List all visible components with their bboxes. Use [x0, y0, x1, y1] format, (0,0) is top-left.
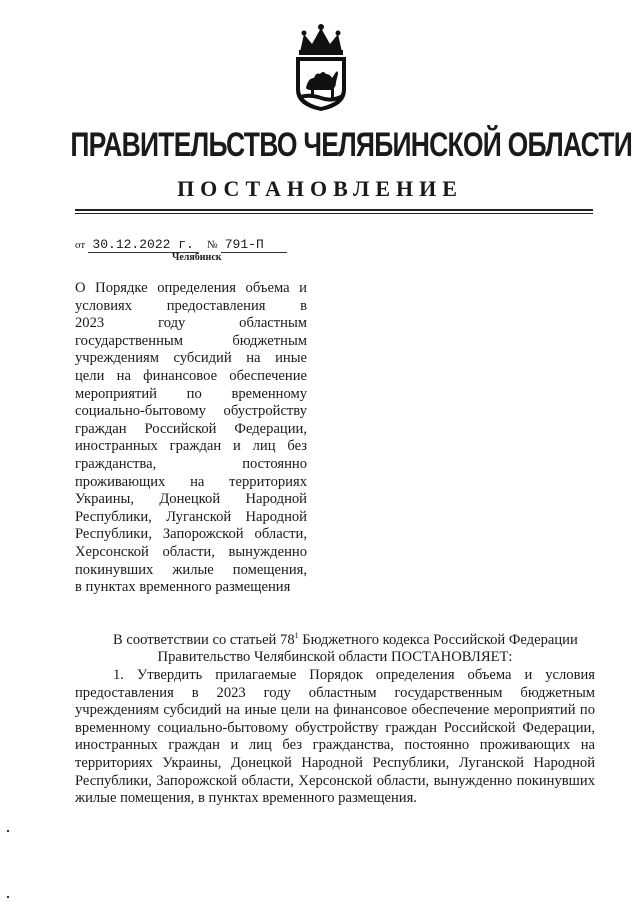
document-subject — [75, 280, 307, 597]
date-block — [75, 236, 198, 253]
scan-mark — [7, 830, 9, 832]
subject-line: проживающих на территориях — [75, 473, 307, 490]
date-value: 30.12.2022 г. — [88, 237, 197, 253]
number-block — [207, 236, 287, 253]
subject-line: социально-бытовому обустройству — [75, 403, 307, 420]
subject-line: условиях предоставления в — [75, 297, 307, 314]
resolves-line: Правительство Челябинской области ПОСТАНОВЛЯЕТ: — [157, 649, 513, 666]
subject-line: покинувших жилые помещения, — [75, 561, 307, 578]
subject-line: иностранных граждан и лиц без — [75, 438, 307, 455]
number-label: № — [207, 239, 218, 251]
document-body — [75, 627, 595, 808]
legal-basis-text: В соответствии со статьей 78 — [113, 631, 295, 648]
scan-mark — [7, 896, 9, 898]
document-type: ПОСТАНОВЛЕНИЕ — [177, 176, 463, 201]
subject-line: граждан Российской Федерации, — [75, 420, 307, 437]
subject-line: 2023 году областным — [75, 315, 307, 332]
subject-line: учреждениям субсидий на иные — [75, 350, 307, 367]
subject-line: в пунктах временного размещения — [75, 579, 291, 596]
header-rule-thin — [75, 213, 593, 214]
subject-line: цели на финансовое обеспечение — [75, 367, 307, 384]
date-label: от — [75, 239, 86, 251]
subject-line: Херсонской области, вынужденно — [75, 543, 307, 560]
subject-line: О Порядке определения объема и — [75, 280, 307, 296]
government-title: ПРАВИТЕЛЬСТВО ЧЕЛЯБИНСКОЙ ОБЛАСТИ — [70, 126, 633, 164]
subject-line: мероприятий по временному — [75, 385, 307, 402]
number-value: 791-П — [221, 237, 287, 253]
subject-line: Украины, Донецкой Народной — [75, 491, 307, 508]
item-1-paragraph: 1. Утвердить прилагаемые Порядок определения объема и условия предоставления в 2023 году областным государственным бюджетным учреждениям субсидий на иные цели на финансовое обеспечение мероприятий по временному социально-бытовому обустройству граждан Российской Федерации, иностранных граждан и лиц без гражданства, постоянно проживающих на территориях Украины, Донецкой Народной Республики, Луганской Народной Республики, Запорожской области, Херсонской области, вынужденно покинувших жилые помещения, в пунктах временного размещения. — [75, 667, 595, 807]
header-rule — [75, 209, 593, 211]
legal-basis-text-end: Бюджетного кодекса Российской Федерации — [298, 631, 578, 648]
subject-line: гражданства, постоянно — [75, 455, 307, 472]
coat-of-arms-emblem-icon — [290, 22, 352, 112]
article-superscript: 1 — [294, 631, 299, 640]
legal-basis-paragraph — [75, 627, 595, 649]
city-name: Челябинск — [172, 252, 222, 263]
subject-line: государственным бюджетным — [75, 332, 307, 349]
subject-line: Республики, Запорожской области, — [75, 526, 307, 543]
subject-line: Республики, Луганской Народной — [75, 508, 307, 525]
